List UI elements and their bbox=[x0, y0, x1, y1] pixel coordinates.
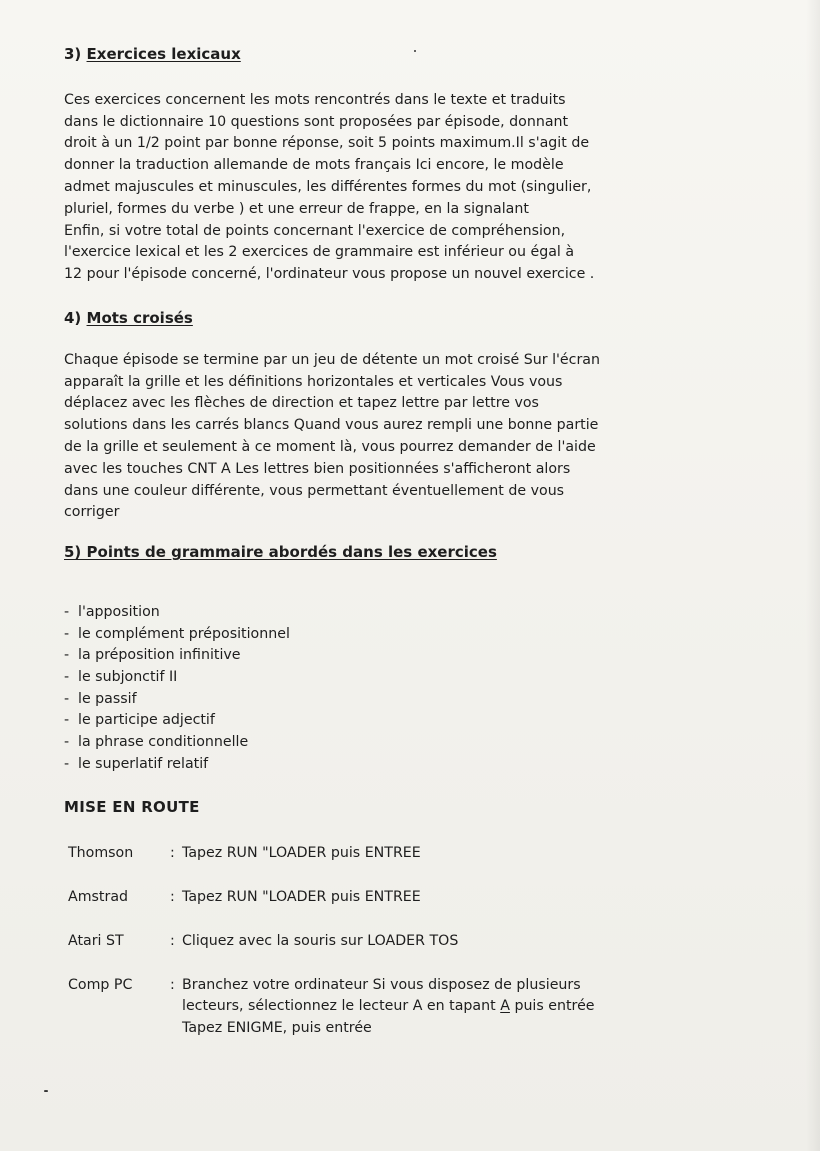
setup-instruction: Cliquez avec la souris sur LOADER TOS bbox=[182, 932, 459, 949]
section-number: 3) bbox=[64, 45, 82, 63]
instruction-line: Tapez ENIGME, puis entrée bbox=[182, 1020, 372, 1037]
section-heading bbox=[64, 308, 654, 330]
text-line: donner la traduction allemande de mots français Ici encore, le modèle bbox=[64, 157, 564, 174]
section-heading bbox=[64, 44, 654, 66]
section-heading: MISE EN ROUTE bbox=[64, 798, 200, 817]
bullet-marker: - bbox=[64, 755, 70, 772]
colon-separator: : bbox=[170, 845, 175, 862]
list-item bbox=[64, 710, 654, 732]
bullet-marker: - bbox=[64, 647, 70, 664]
section-exercices-lexicaux bbox=[64, 44, 654, 286]
text-line: Enfin, si votre total de points concernant l'exercice de compréhension, bbox=[64, 222, 566, 239]
list-item bbox=[64, 645, 654, 667]
list-item-text: le complément prépositionnel bbox=[78, 625, 290, 642]
setup-instruction: Tapez RUN "LOADER puis ENTREE bbox=[182, 845, 421, 862]
list-item-text: la préposition infinitive bbox=[78, 647, 241, 664]
text-line: avec les touches CNT A Les lettres bien positionnées s'afficheront alors bbox=[64, 460, 571, 477]
section-mots-croises bbox=[64, 308, 654, 524]
setup-instruction: Tapez RUN "LOADER puis ENTREE bbox=[182, 889, 421, 906]
colon-separator: : bbox=[170, 932, 175, 949]
section-title: Mots croisés bbox=[86, 308, 193, 327]
text-line: dans une couleur différente, vous permettant éventuellement de vous bbox=[64, 482, 565, 499]
list-item bbox=[64, 689, 654, 711]
text-line: admet majuscules et minuscules, les différentes formes du mot (singulier, bbox=[64, 178, 592, 195]
bullet-marker: - bbox=[64, 603, 70, 620]
drive-key: A bbox=[500, 998, 510, 1015]
list-item-text: l'apposition bbox=[78, 603, 160, 620]
text-line: apparaît la grille et les définitions horizontales et verticales Vous vous bbox=[64, 373, 563, 390]
text-line: dans le dictionnaire 10 questions sont proposées par épisode, donnant bbox=[64, 113, 569, 130]
list-item-text: le passif bbox=[78, 690, 137, 707]
bullet-marker: - bbox=[64, 669, 70, 685]
paragraph bbox=[64, 90, 654, 286]
list-item bbox=[64, 732, 654, 754]
setup-instruction bbox=[182, 975, 654, 1040]
colon-separator: : bbox=[170, 889, 175, 906]
colon-separator: : bbox=[170, 976, 175, 993]
section-title: Exercices lexicaux bbox=[86, 45, 241, 63]
machine-label: Atari ST bbox=[68, 932, 124, 949]
text-line: Ces exercices concernent les mots rencontrés dans le texte et traduits bbox=[64, 91, 566, 108]
list-item bbox=[64, 754, 654, 776]
text-line: de la grille et seulement à ce moment là, vous pourrez demander de l'aide bbox=[64, 438, 596, 455]
list-item-text: le participe adjectif bbox=[78, 712, 215, 729]
bullet-marker: - bbox=[64, 625, 70, 642]
section-points-de-grammaire bbox=[64, 542, 654, 775]
bullet-marker: - bbox=[64, 734, 70, 751]
text-line: pluriel, formes du verbe ) et une erreur de frappe, en la signalant bbox=[64, 200, 529, 217]
instruction-text: puis entrée bbox=[514, 998, 595, 1015]
list-item-text: la phrase conditionnelle bbox=[78, 734, 249, 751]
setup-row-thomson bbox=[64, 843, 654, 865]
text-line: corriger bbox=[64, 504, 120, 521]
instruction-line: Branchez votre ordinateur Si vous disposez de plusieurs bbox=[182, 976, 581, 993]
list-item-text: le subjonctif II bbox=[78, 669, 178, 685]
machine-label: Comp PC bbox=[68, 976, 133, 993]
section-heading bbox=[64, 542, 654, 564]
dust-speck bbox=[44, 1090, 48, 1092]
instruction-line bbox=[182, 996, 654, 1018]
machine-label: Thomson bbox=[68, 845, 134, 862]
list-item bbox=[64, 624, 654, 646]
text-line: solutions dans les carrés blancs Quand vous aurez rempli une bonne partie bbox=[64, 417, 599, 434]
text-line: droit à un 1/2 point par bonne réponse, soit 5 points maximum.Il s'agit de bbox=[64, 135, 590, 152]
text-line: l'exercice lexical et les 2 exercices de grammaire est inférieur ou égal à bbox=[64, 244, 575, 261]
section-number: 4) bbox=[64, 308, 82, 327]
document-body bbox=[64, 44, 654, 1062]
setup-row-comp-pc bbox=[64, 975, 654, 1040]
list-item-text: le superlatif relatif bbox=[78, 755, 209, 772]
machine-label: Amstrad bbox=[68, 889, 129, 906]
text-line: 12 pour l'épisode concerné, l'ordinateur vous propose un nouvel exercice . bbox=[64, 266, 595, 283]
instruction-text: lecteurs, sélectionnez le lecteur A en tapant bbox=[182, 998, 496, 1015]
text-line: Chaque épisode se termine par un jeu de détente un mot croisé Sur l'écran bbox=[64, 351, 600, 368]
text-line: déplacez avec les flèches de direction et tapez lettre par lettre vos bbox=[64, 395, 539, 412]
bullet-marker: - bbox=[64, 690, 70, 707]
grammar-list bbox=[64, 602, 654, 776]
list-item bbox=[64, 667, 654, 689]
page-edge-shadow bbox=[806, 0, 820, 1151]
section-mise-en-route bbox=[64, 797, 654, 1040]
bullet-marker: - bbox=[64, 712, 70, 729]
paragraph bbox=[64, 350, 654, 524]
setup-row-amstrad bbox=[64, 887, 654, 909]
setup-row-atari-st bbox=[64, 931, 654, 953]
section-title: 5) Points de grammaire abordés dans les exercices bbox=[64, 543, 497, 562]
list-item bbox=[64, 602, 654, 624]
